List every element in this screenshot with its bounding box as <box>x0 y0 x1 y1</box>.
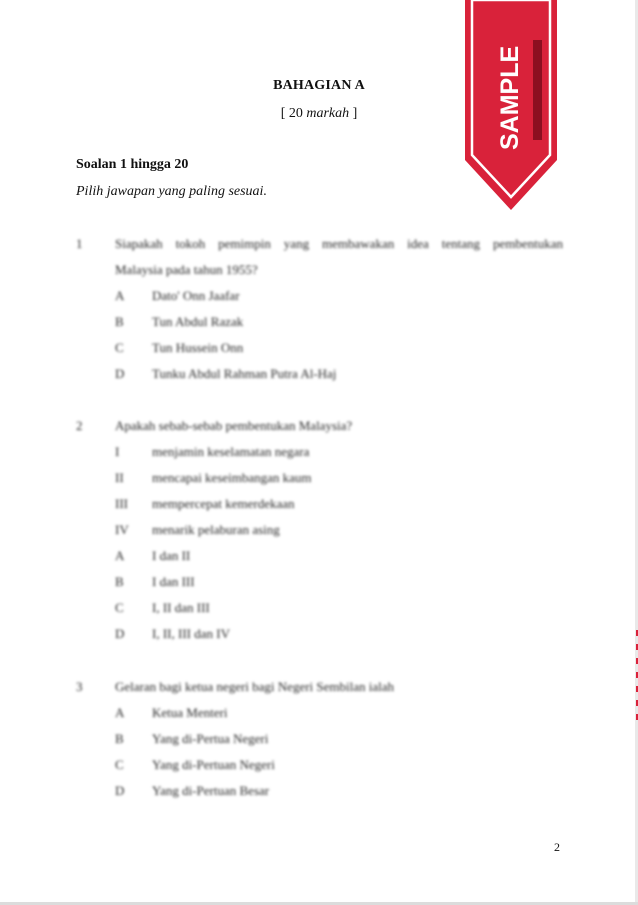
option-label: C <box>115 600 124 615</box>
option-text: I, II, III dan IV <box>152 626 230 641</box>
statement-text: menjamin keselamatan negara <box>152 444 310 459</box>
option-text: Tunku Abdul Rahman Putra Al-Haj <box>152 366 337 381</box>
stamp-text: SAMPLE <box>496 45 524 150</box>
statement-text: mempercepat kemerdekaan <box>152 496 295 511</box>
option-text: Tun Abdul Razak <box>152 314 244 329</box>
option-text: Tun Hussein Onn <box>152 340 244 355</box>
option-label: D <box>115 366 125 381</box>
option-label: C <box>115 340 124 355</box>
questions-range-heading: Soalan 1 hingga 20 <box>76 157 189 172</box>
option-label: B <box>115 731 124 746</box>
question-text: Siapakah tokoh pemimpin yang membawakan idea tentang pembentukan <box>115 236 563 251</box>
option-text: Ketua Menteri <box>152 705 228 720</box>
question-number: 2 <box>76 418 83 433</box>
option-text: I, II dan III <box>152 600 210 615</box>
question-number: 1 <box>76 236 83 251</box>
option-label: A <box>115 705 125 720</box>
option-text: I dan II <box>152 548 191 563</box>
statement-label: II <box>115 470 124 485</box>
section-title: BAHAGIAN A <box>273 78 365 93</box>
question-text: Gelaran bagi ketua negeri bagi Negeri Sembilan ialah <box>115 679 395 694</box>
statement-label: III <box>115 496 128 511</box>
option-label: A <box>115 288 125 303</box>
statement-text: menarik pelaburan asing <box>152 522 280 537</box>
option-text: Yang di-Pertua Negeri <box>152 731 269 746</box>
option-label: D <box>115 783 125 798</box>
option-label: D <box>115 626 125 641</box>
option-text: I dan III <box>152 574 195 589</box>
question-text-cont: Malaysia pada tahun 1955? <box>115 262 258 277</box>
option-text: Dato' Onn Jaafar <box>152 288 240 303</box>
option-label: A <box>115 548 125 563</box>
option-text: Yang di-Pertuan Negeri <box>152 757 275 772</box>
statement-label: I <box>115 444 120 459</box>
instructions: Pilih jawapan yang paling sesuai. <box>76 184 267 199</box>
statement-label: IV <box>115 522 129 537</box>
option-label: C <box>115 757 124 772</box>
option-label: B <box>115 314 124 329</box>
statement-text: mencapai keseimbangan kaum <box>152 470 312 485</box>
total-marks: [ 20 markah ] <box>280 106 358 121</box>
option-label: B <box>115 574 124 589</box>
question-number: 3 <box>76 679 83 694</box>
page-number: 2 <box>554 840 560 854</box>
question-text: Apakah sebab-sebab pembentukan Malaysia? <box>115 418 353 433</box>
option-text: Yang di-Pertuan Besar <box>152 783 270 798</box>
